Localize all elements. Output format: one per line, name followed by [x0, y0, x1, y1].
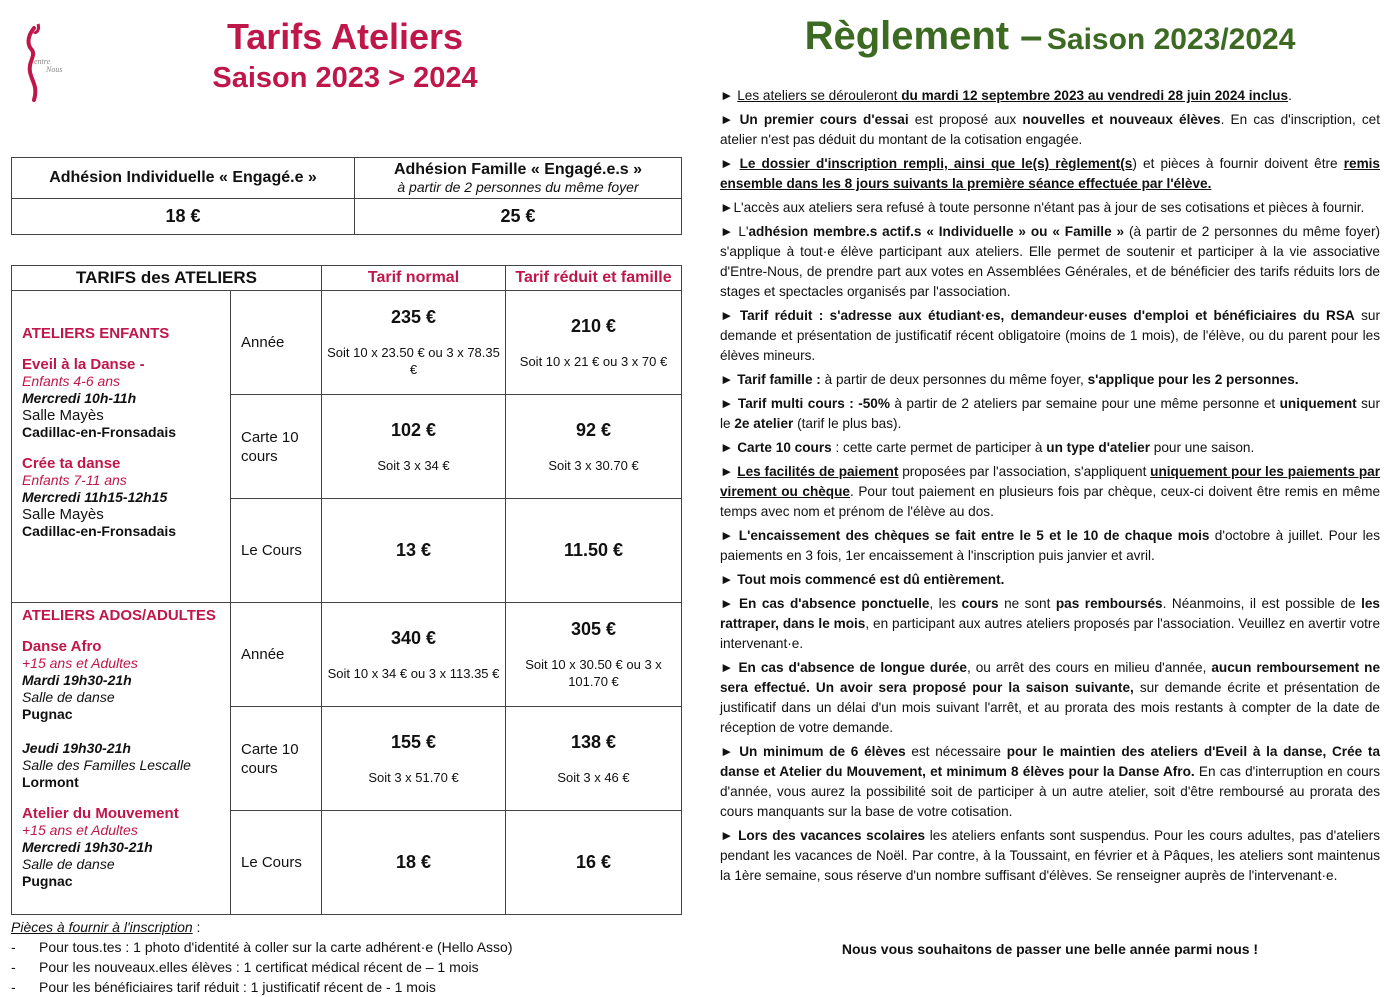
reduced-price: 305 € — [570, 619, 617, 639]
rule-text: ► — [720, 156, 740, 171]
atelier-ages: +15 ans et Adultes — [22, 655, 138, 671]
rule-text: Tarif multi cours : -50% — [737, 396, 890, 411]
atelier-room: Salle Mayès — [22, 506, 104, 523]
normal-price-note: Soit 3 x 51.70 € — [368, 769, 459, 785]
documents-label: Pièces à fournir à l'inscription — [11, 919, 193, 935]
rule-text: ► — [720, 308, 740, 323]
individual-membership-price: 18 € — [12, 199, 355, 235]
rule-text: les rattraper, dans le mois — [720, 596, 1380, 631]
rule-text: ► — [720, 112, 740, 127]
reduced-price-note: Soit 3 x 30.70 € — [548, 457, 639, 473]
reduced-price: 16 € — [575, 852, 612, 872]
rule-item — [720, 86, 1380, 106]
row-type: Le Cours — [231, 499, 322, 603]
reduced-price: 138 € — [570, 731, 617, 752]
rule-text: est proposé aux — [908, 112, 1023, 127]
individual-membership-label: Adhésion Individuelle « Engagé.e » — [12, 158, 355, 199]
row-type: Année — [231, 291, 322, 395]
reduced-price-note: Soit 10 x 30.50 € ou 3 x 101.70 € — [525, 657, 662, 689]
rule-text: ► — [720, 528, 739, 543]
closing-message: Nous vous souhaitons de passer une belle année parmi nous ! — [841, 941, 1259, 957]
rule-text: Tarif réduit : s'adresse aux étudiant·es, demandeur·euses d'emploi et bénéficiaires du RSA — [739, 308, 1355, 323]
rule-item — [720, 438, 1380, 458]
atelier-room: Salle Mayès — [22, 407, 104, 424]
family-membership-note: à partir de 2 personnes du même foyer — [397, 179, 639, 195]
svg-text:entre: entre — [34, 57, 51, 66]
page-title: Tarifs Ateliers — [226, 16, 464, 57]
rule-item — [720, 154, 1380, 194]
row-type: Année — [231, 603, 322, 707]
document-item-text: Pour les nouveaux.elles élèves : 1 certificat médical récent de – 1 mois — [39, 959, 479, 975]
rule-text: ► — [720, 744, 740, 759]
tarifs-header-reduced: Tarif réduit et famille — [506, 266, 682, 291]
normal-price: 155 € — [390, 731, 437, 752]
row-type: Carte 10 cours — [231, 707, 322, 811]
rules-title-main: Règlement – — [804, 14, 1043, 58]
rule-item — [720, 742, 1380, 822]
atelier-name: Crée ta danse — [22, 455, 121, 472]
rule-text: Les facilités de paiement — [737, 464, 899, 479]
reduced-price: 11.50 € — [563, 540, 624, 560]
rule-text: les ateliers enfants sont suspendus. Pour les cours adultes, pas d'ateliers pendant les vacances de Noël. Par contre, à la Toussaint, en février et à Pâques, les ateliers sont maintenus la 1ère semaine, sous réserve d'un nombre suffisant d'élèves. Se renseigner auprès de l'intervenant·e. — [720, 828, 1380, 883]
reduced-price-note: Soit 3 x 46 € — [557, 769, 630, 785]
rule-text: . En cas d'inscription, cet atelier n'est pas déduit du montant de la cotisation engagée. — [720, 112, 1381, 147]
rule-text: Lors des vacances scolaires — [738, 828, 926, 843]
rule-text: adhésion membre.s actif.s « Individuelle » ou « Famille » — [748, 224, 1125, 239]
document-item: - Pour les nouveaux.elles élèves : 1 certificat médical récent de – 1 mois — [11, 959, 479, 975]
adhesion-table — [11, 157, 682, 235]
rules-title-sub: Saison 2023/2024 — [1046, 23, 1296, 56]
atelier-name: Atelier du Mouvement — [22, 805, 179, 822]
atelier-room: Salle des Familles Lescalle — [22, 757, 191, 773]
rule-item — [720, 306, 1380, 366]
rule-text: (à partir de 2 personnes du même foyer) s'applique à tout·e élève participant aux ateliers. Elle permet de soutenir et participer à la vie associative d'Entre-Nous, de prendre part aux votes en Assemblées Générales, et de bénéficier des tarifs réduits lors de stages et spectacles organisés par l'association. — [720, 224, 1380, 299]
rule-item — [720, 110, 1380, 150]
rule-text: est nécessaire — [905, 744, 1007, 759]
atelier-schedule: Mercredi 10h-11h — [22, 390, 137, 406]
normal-price: 18 € — [395, 852, 432, 872]
atelier-schedule: Mardi 19h30-21h — [22, 672, 132, 688]
atelier-schedule: Jeudi 19h30-21h — [22, 740, 131, 756]
rule-text: sur demande et présentation de justificatif récent obligatoire (moins de 1 mois), de l'élève, ou du parent pour les élèves mineurs. — [720, 308, 1380, 363]
rule-text: En cas d'interruption en cours d'année, vous aurez la possibilité soit de participer à un autre atelier, soit d'être remboursé au prorata des cours manquants sur la base de votre cotisation. — [720, 764, 1380, 819]
family-membership-label: Adhésion Famille « Engagé.e.s » — [393, 161, 643, 178]
normal-price-cell — [322, 707, 506, 811]
reduced-price: 92 € — [575, 419, 612, 440]
rule-item — [720, 370, 1380, 390]
normal-price-note: Soit 10 x 23.50 € ou 3 x 78.35 € — [327, 345, 500, 377]
rule-item — [720, 658, 1380, 738]
reduced-price-note: Soit 10 x 21 € ou 3 x 70 € — [519, 353, 668, 369]
rule-text: du mardi 12 septembre 2023 au vendredi 28 juin 2024 inclus — [901, 88, 1289, 103]
rule-text: remis ensemble dans les 8 jours suivants la première séance effectuée par l'élève. — [720, 156, 1380, 191]
rule-text: ► — [720, 372, 738, 387]
atelier-city: Cadillac-en-Fronsadais — [22, 424, 177, 440]
rule-text: pour une saison. — [1149, 440, 1255, 455]
rule-text: à partir de 2 ateliers par semaine pour une même personne et — [889, 396, 1280, 411]
rule-text: s'applique pour les 2 personnes. — [1087, 372, 1299, 387]
rule-text: cours — [961, 596, 999, 611]
rule-text: L'encaissement des chèques se fait entre le 5 et le 10 de chaque mois — [738, 528, 1210, 543]
rule-text: ► — [720, 572, 738, 587]
rules-list — [720, 86, 1380, 890]
rule-item — [720, 826, 1380, 886]
reduced-price-cell — [506, 603, 682, 707]
rule-text: Les ateliers se dérouleront — [737, 88, 902, 103]
normal-price-note: Soit 3 x 34 € — [377, 457, 450, 473]
rule-text: : cette carte permet de participer à — [831, 440, 1047, 455]
rule-text: ► — [720, 828, 739, 843]
rule-text: , en participant aux autres ateliers proposés par l'association. Veuillez en avertir votre intervenant·e. — [720, 616, 1381, 651]
reduced-price-cell — [506, 811, 682, 915]
rule-text: ) et pièces à fournir doivent être — [1132, 156, 1344, 171]
document-item: - Pour tous.tes : 1 photo d'identité à coller sur la carte adhérent·e (Hello Asso) — [11, 939, 513, 955]
atelier-city: Pugnac — [22, 873, 73, 889]
atelier-name: Danse Afro — [22, 638, 102, 655]
documents-heading: Pièces à fournir à l'inscription : — [11, 919, 201, 935]
group-title: ATELIERS ADOS/ADULTES — [22, 607, 216, 624]
atelier-name: Eveil à la Danse - — [22, 356, 145, 373]
rule-text: En cas d'absence ponctuelle — [738, 596, 930, 611]
atelier-schedule: Mercredi 11h15-12h15 — [22, 489, 168, 505]
rule-text: Carte 10 cours — [737, 440, 832, 455]
rule-text: ► — [720, 88, 738, 103]
tarifs-header-normal: Tarif normal — [322, 266, 506, 291]
rule-text: (tarif le plus bas). — [793, 416, 902, 431]
normal-price-cell — [322, 811, 506, 915]
season-subtitle: Saison 2023 > 2024 — [212, 62, 478, 94]
tarifs-header-title: TARIFS des ATELIERS — [12, 266, 322, 291]
rule-text: aucun remboursement ne sera effectué. Un avoir sera proposé pour la saison suivante, — [720, 660, 1381, 695]
rule-text: Tarif famille : — [737, 372, 821, 387]
rule-text: ► — [720, 464, 738, 479]
atelier-room: Salle de danse — [22, 689, 115, 705]
rule-item — [720, 222, 1380, 302]
rule-item — [720, 198, 1380, 218]
rules-title — [720, 14, 1380, 59]
normal-price: 102 € — [390, 419, 437, 440]
normal-price: 340 € — [390, 627, 437, 648]
row-type: Carte 10 cours — [231, 395, 322, 499]
reduced-price-cell — [506, 291, 682, 395]
rule-item — [720, 526, 1380, 566]
rule-text: ► — [720, 596, 739, 611]
normal-price-cell — [322, 395, 506, 499]
normal-price-cell — [322, 499, 506, 603]
rule-text: Un minimum de 6 élèves — [739, 744, 906, 759]
rule-text: , ou arrêt des cours en milieu d'année, — [966, 660, 1212, 675]
normal-price-cell — [322, 291, 506, 395]
group-title: ATELIERS ENFANTS — [22, 325, 170, 342]
svg-text:Nous: Nous — [46, 65, 63, 74]
reduced-price: 210 € — [570, 315, 617, 336]
rule-text: à partir de deux personnes du même foyer, — [820, 372, 1088, 387]
rule-text: nouvelles et nouveaux élèves — [1022, 112, 1221, 127]
normal-price-cell — [322, 603, 506, 707]
rule-item — [720, 570, 1380, 590]
rule-text: ne sont — [998, 596, 1056, 611]
atelier-ages: Enfants 7-11 ans — [22, 472, 127, 488]
rule-item — [720, 462, 1380, 522]
rule-text: proposées par l'association, s'appliquent — [898, 464, 1151, 479]
rule-text: ► — [720, 440, 738, 455]
family-membership-cell — [355, 158, 682, 199]
rule-text: 2e atelier — [734, 416, 794, 431]
rule-text: ►L'accès aux ateliers sera refusé à toute personne n'étant pas à jour de ses cotisations et pièces à fournir. — [720, 200, 1365, 215]
atelier-ages: +15 ans et Adultes — [22, 822, 138, 838]
documents-section — [11, 917, 512, 997]
rule-text: ► — [720, 660, 739, 675]
family-membership-price: 25 € — [355, 199, 682, 235]
rule-text: Tout mois commencé est dû entièrement. — [737, 572, 1005, 587]
atelier-city: Pugnac — [22, 706, 73, 722]
document-item-text: Pour tous.tes : 1 photo d'identité à coller sur la carte adhérent·e (Hello Asso) — [39, 939, 513, 955]
normal-price: 235 € — [390, 307, 437, 327]
document-item-text: Pour les bénéficiaires tarif réduit : 1 justificatif récent de - 1 mois — [39, 979, 436, 995]
group-adults — [12, 603, 231, 915]
rule-text: uniquement — [1279, 396, 1357, 411]
reduced-price-cell — [506, 707, 682, 811]
group-children — [12, 291, 231, 603]
rule-text: sur le — [720, 396, 1380, 431]
entre-nous-logo — [16, 20, 76, 110]
atelier-ages: Enfants 4-6 ans — [22, 373, 121, 389]
rule-text: pour le maintien des ateliers d'Eveil à la danse, Crée ta danse et Atelier du Mouvement, et minimum 8 élèves pour la Danse Afro. — [720, 744, 1381, 779]
rule-text: . Pour tout paiement en plusieurs fois par chèque, ceux-ci doivent être remis en même temps avec nom et prénom de l'élève au dos. — [720, 484, 1380, 519]
normal-price-note: Soit 10 x 34 € ou 3 x 113.35 € — [327, 665, 500, 681]
rule-text: uniquement pour les paiements par virement ou chèque — [720, 464, 1381, 499]
atelier-room: Salle de danse — [22, 856, 115, 872]
rule-text: ► L' — [720, 224, 749, 239]
rule-text: . — [1288, 88, 1292, 103]
rule-text: pas remboursés — [1055, 596, 1163, 611]
atelier-schedule: Mercredi 19h30-21h — [22, 839, 153, 855]
rule-item — [720, 394, 1380, 434]
tarifs-table — [11, 265, 682, 915]
document-item: - Pour les bénéficiaires tarif réduit : 1 justificatif récent de - 1 mois — [11, 979, 436, 995]
rule-text: sur demande écrite et présentation de justificatif dans un délai d'un mois suivant l'arrêt, et au prorata des mois restants à compter de la date de réception de votre demande. — [720, 680, 1380, 735]
atelier-city: Lormont — [22, 774, 79, 790]
rule-text: , les — [929, 596, 962, 611]
atelier-city: Cadillac-en-Fronsadais — [22, 523, 177, 539]
normal-price: 13 € — [395, 540, 432, 560]
rule-text: d'octobre à juillet. Pour les paiements en 3 fois, 1er encaissement à l'inscription puis janvier et avril. — [720, 528, 1381, 563]
reduced-price-cell — [506, 499, 682, 603]
rule-item — [720, 594, 1380, 654]
rule-text: un type d'atelier — [1046, 440, 1150, 455]
rule-text: ► — [720, 396, 738, 411]
rule-text: En cas d'absence de longue durée — [738, 660, 967, 675]
row-type: Le Cours — [231, 811, 322, 915]
rule-text: . Néanmoins, il est possible de — [1162, 596, 1362, 611]
rule-text: Le dossier d'inscription rempli, ainsi que le(s) règlement(s — [739, 156, 1133, 171]
reduced-price-cell — [506, 395, 682, 499]
rule-text: Un premier cours d'essai — [739, 112, 909, 127]
